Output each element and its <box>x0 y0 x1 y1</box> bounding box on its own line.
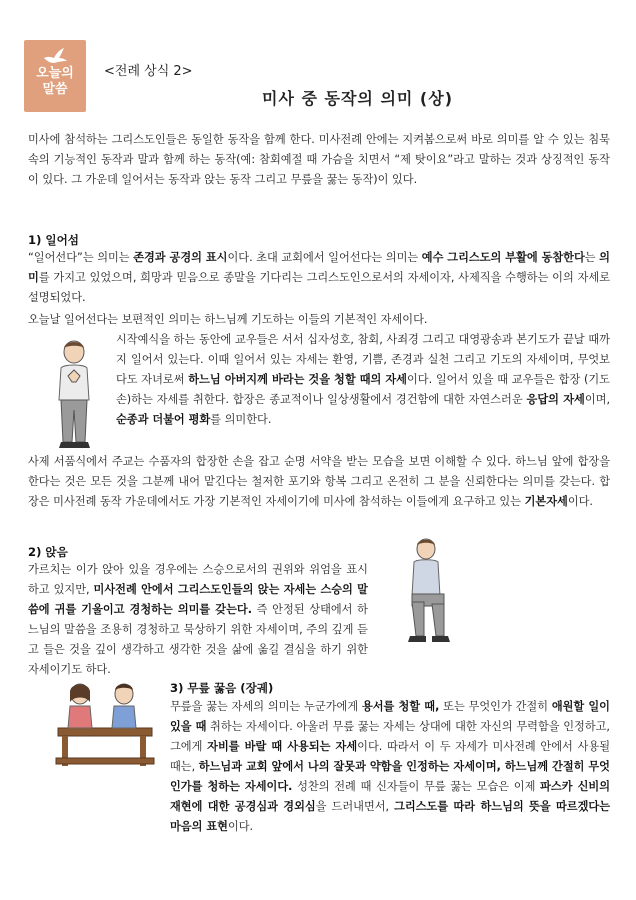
bold-run: 의미 <box>28 251 610 284</box>
page-title: 미사 중 동작의 의미 (상) <box>262 89 454 108</box>
kneeling-people-illustration <box>52 680 156 772</box>
text-run: 를 가지고 있었으며, 희망과 믿음으로 종말을 기다리는 그리스도인으로서의 자세이자, 사제직을 수행하는 이의 자세로 설명되었다. <box>28 271 610 304</box>
text-run: “일어선다”는 의미는 <box>28 251 134 264</box>
bold-run: 예수 그리스도의 부활에 동참한다 <box>421 251 585 264</box>
text-run: 또는 무엇인가 간절히 <box>439 700 552 713</box>
section-1-p3 <box>116 330 610 430</box>
text-run: 취하는 자세이다. 아울러 무릎 꿇는 자세는 상대에 대한 자신의 무력함을 인정하고, 그에게 <box>170 720 610 753</box>
intro-paragraph: 미사에 참석하는 그리스도인들은 동일한 동작을 함께 한다. 미사전례 안에는 지켜봄으로써 바로 의미를 알 수 있는 침묵속의 기능적인 동작과 말과 함께 하는 동작(예: 참회예절 때 가슴을 치면서 “제 탓이요”라고 말하는 것과 상징적인 동작이 있다. 그 가운데 일어서는 동작과 앉는 동작 그리고 무릎을 꿇는 동작)이 있다. <box>28 133 610 186</box>
text-run: 무릎을 꿇는 자세의 의미는 누군가에게 <box>170 700 362 713</box>
text-run: 을 드러내면서, <box>315 800 395 813</box>
text-run: 이다. 초대 교회에서 일어선다는 의미는 <box>227 251 422 264</box>
text-run: 이다. 따라서 이 두 자세가 미사전례 안에서 사용될 때는, <box>170 740 611 773</box>
section-3-heading: 3) 무릎 꿇음 (장궤) <box>170 681 274 695</box>
text-run: 는 <box>584 251 600 264</box>
text-run: 사제 서품식에서 주교는 수품자의 합장한 손을 잡고 순명 서약을 받는 모습을 보면 이해할 수 있다. 하느님 앞에 합장을 한다는 것은 모든 것을 그분께 내어 맡긴다는 철저한 포기와 항복 그리고 온전히 그 분을 신뢰한다는 의미를 갖는다. 합장은 미사전례 동작 가운데에서도 가장 기본적인 자세이기에 미사에 참석하는 이들에게 요구하고 있는 <box>28 455 610 508</box>
bold-run: 하느님과 교회 앞에서 나의 잘못과 약함을 인정하는 자세이며, 하느님께 간절히 무엇인가를 청하는 자세이다. <box>170 760 610 793</box>
section-3-paragraph <box>170 697 610 837</box>
text-run: 가르치는 이가 앉아 있을 경우에는 스승으로서의 권위와 위엄을 표시하고 있지만, <box>28 563 368 596</box>
series-label: <전례 상식 2> <box>104 64 193 79</box>
sitting-person-illustration <box>398 536 456 646</box>
bold-run: 미사전례 안에서 그리스도인들의 앉는 자세는 스승의 말씀에 귀를 기울이고 경청하는 의미를 갖는다. <box>28 583 368 616</box>
bold-run: 애원할 일이 있을 때 <box>170 700 610 733</box>
section-badge <box>24 40 86 112</box>
text-run: 이다. <box>567 495 593 508</box>
text-run: 이다. 일어서 있을 때 교우들은 합장 (기도 손)하는 자세를 취한다. 합장은 종교적이나 일상생활에서 경건함에 대한 자연스러운 <box>116 373 610 406</box>
bold-run: 순종과 더불어 평화 <box>116 413 211 426</box>
section-2-paragraph <box>28 560 368 680</box>
text-run: 즉 안정된 상태에서 하느님의 말씀을 조용히 경청하고 묵상하기 위한 자세이며, 주의 깊게 듣고 들은 것을 깊이 생각하고 생각한 것을 삶에 옮길 결심을 하기 위한 자세이기도 하다. <box>28 603 368 676</box>
badge-line1: 오늘의 <box>36 66 74 81</box>
bold-run: 용서를 청할 때, <box>361 700 440 713</box>
text-run: 시작예식을 하는 동안에 교우들은 서서 십자성호, 참회, 사죄경 그리고 대영광송과 본기도가 끝날 때까지 일어서 있는다. 이때 일어서 있는 자세는 환영, 기쁨, 존경과 실천 그리고 기도의 자세이며, 무엇보다도 자녀로써 <box>116 333 610 386</box>
bold-run: 존경과 공경의 표시 <box>133 251 228 264</box>
section-1-p2: 오늘날 일어선다는 보편적인 의미는 하느님께 기도하는 이들의 기본적인 자세이다. <box>28 313 428 326</box>
bold-run: 자비를 바랄 때 사용되는 자세 <box>207 740 358 753</box>
text-run: 이다. <box>227 820 254 833</box>
text-run: 이며, <box>584 393 611 406</box>
bold-run: 파스카 신비의 재현에 대한 공경심과 경외심 <box>170 780 610 813</box>
section-1-p4 <box>28 452 610 512</box>
badge-line2: 말씀 <box>42 82 68 97</box>
text-run: 성찬의 전례 때 신자들이 무릎 꿇는 모습은 이제 <box>292 780 541 793</box>
section-1-p1 <box>28 248 610 308</box>
section-2-heading: 2) 앉음 <box>28 545 68 559</box>
bold-run: 기본자세 <box>524 495 568 508</box>
standing-person-illustration <box>48 338 100 450</box>
section-1-heading: 1) 일어섬 <box>28 233 80 247</box>
text-run: 를 의미한다. <box>210 413 272 426</box>
bold-run: 하느님 아버지께 바라는 것을 청할 때의 자세 <box>188 373 407 386</box>
bold-run: 그리스도를 따라 하느님의 뜻을 따르겠다는 마음의 표현 <box>170 800 611 833</box>
dove-icon <box>42 46 68 66</box>
bold-run: 응답의 자세 <box>526 393 585 406</box>
